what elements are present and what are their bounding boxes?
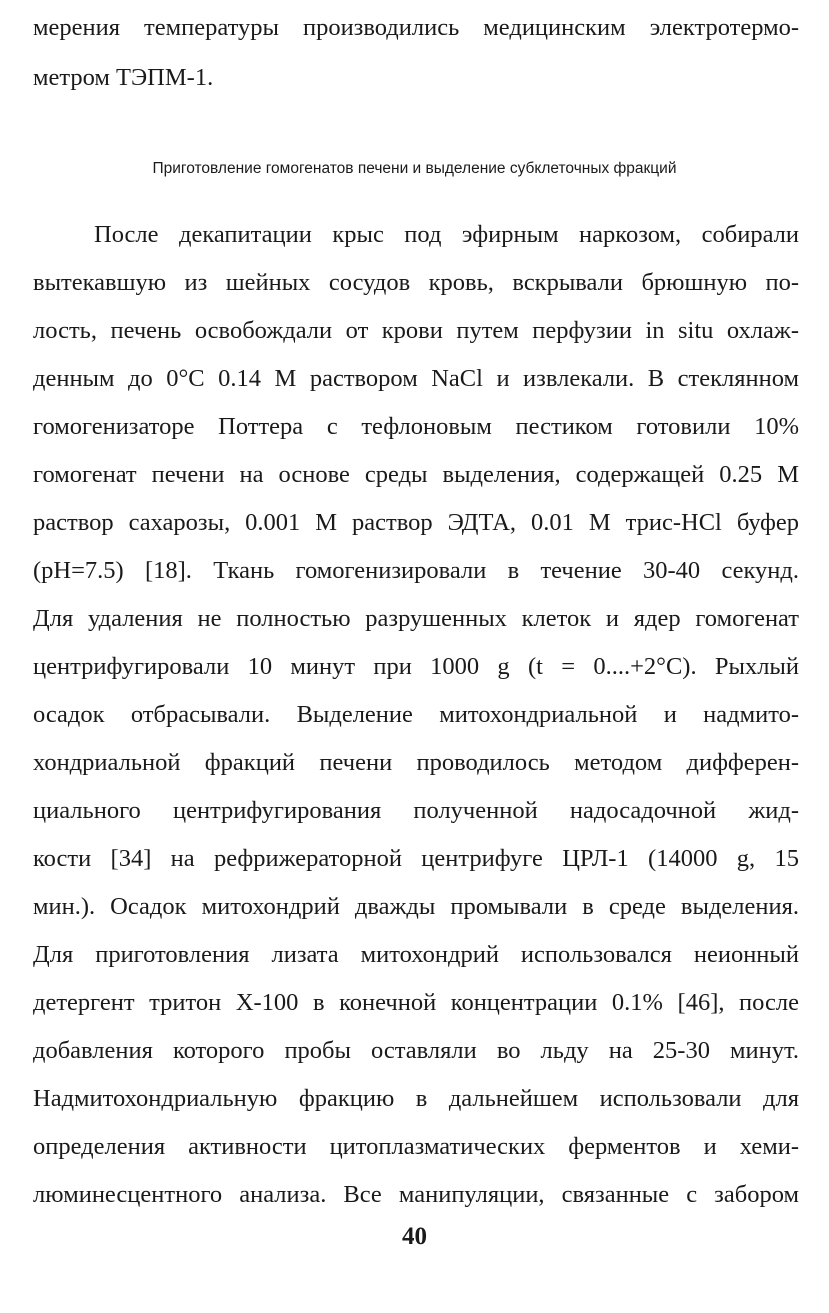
paragraph-line: циального центрифугирования полученной надосадочной жид-: [33, 797, 799, 824]
page-number: 40: [402, 1223, 427, 1250]
paragraph-line: осадок отбрасывали. Выделение митохондриальной и надмито-: [33, 701, 799, 728]
paragraph-line: Надмитохондриальную фракцию в дальнейшем использовали для: [33, 1085, 799, 1112]
paragraph-line: Для приготовления лизата митохондрий использовался неионный: [33, 941, 799, 968]
paragraph-line: После декапитации крыс под эфирным наркозом, собирали: [94, 221, 799, 248]
paragraph-line: Для удаления не полностью разрушенных клеток и ядер гомогенат: [33, 605, 799, 632]
paragraph-line: центрифугировали 10 минут при 1000 g (t = 0....+2°С). Рыхлый: [33, 653, 799, 680]
paragraph-line: метром ТЭПМ-1.: [33, 64, 214, 91]
paragraph-line: раствор сахарозы, 0.001 М раствор ЭДТА, 0.01 М трис-HCl буфер: [33, 509, 799, 536]
paragraph-line: мерения температуры производились медицинским электротермо-: [33, 14, 799, 41]
paragraph-line: (pH=7.5) [18]. Ткань гомогенизировали в течение 30-40 секунд.: [33, 557, 799, 584]
paragraph-line: хондриальной фракций печени проводилось методом дифферен-: [33, 749, 799, 776]
paragraph-line: лость, печень освобождали от крови путем перфузии in situ охлаж-: [33, 317, 799, 344]
paragraph-line: мин.). Осадок митохондрий дважды промывали в среде выделения.: [33, 893, 799, 920]
paragraph-line: детергент тритон Х-100 в конечной концентрации 0.1% [46], после: [33, 989, 799, 1016]
paragraph-line: добавления которого пробы оставляли во льду на 25-30 минут.: [33, 1037, 799, 1064]
paragraph-line: кости [34] на рефрижераторной центрифуге ЦРЛ-1 (14000 g, 15: [33, 845, 799, 872]
paragraph-line: гомогенат печени на основе среды выделения, содержащей 0.25 М: [33, 461, 799, 488]
paragraph-line: определения активности цитоплазматических ферментов и хеми-: [33, 1133, 799, 1160]
section-heading: Приготовление гомогенатов печени и выделение субклеточных фракций: [152, 160, 677, 177]
paragraph-line: гомогенизаторе Поттера с тефлоновым пестиком готовили 10%: [33, 413, 799, 440]
paragraph-line: денным до 0°С 0.14 М раствором NaCl и извлекали. В стеклянном: [33, 365, 799, 392]
paragraph-line: вытекавшую из шейных сосудов кровь, вскрывали брюшную по-: [33, 269, 799, 296]
paragraph-line: люминесцентного анализа. Все манипуляции, связанные с забором: [33, 1181, 799, 1208]
